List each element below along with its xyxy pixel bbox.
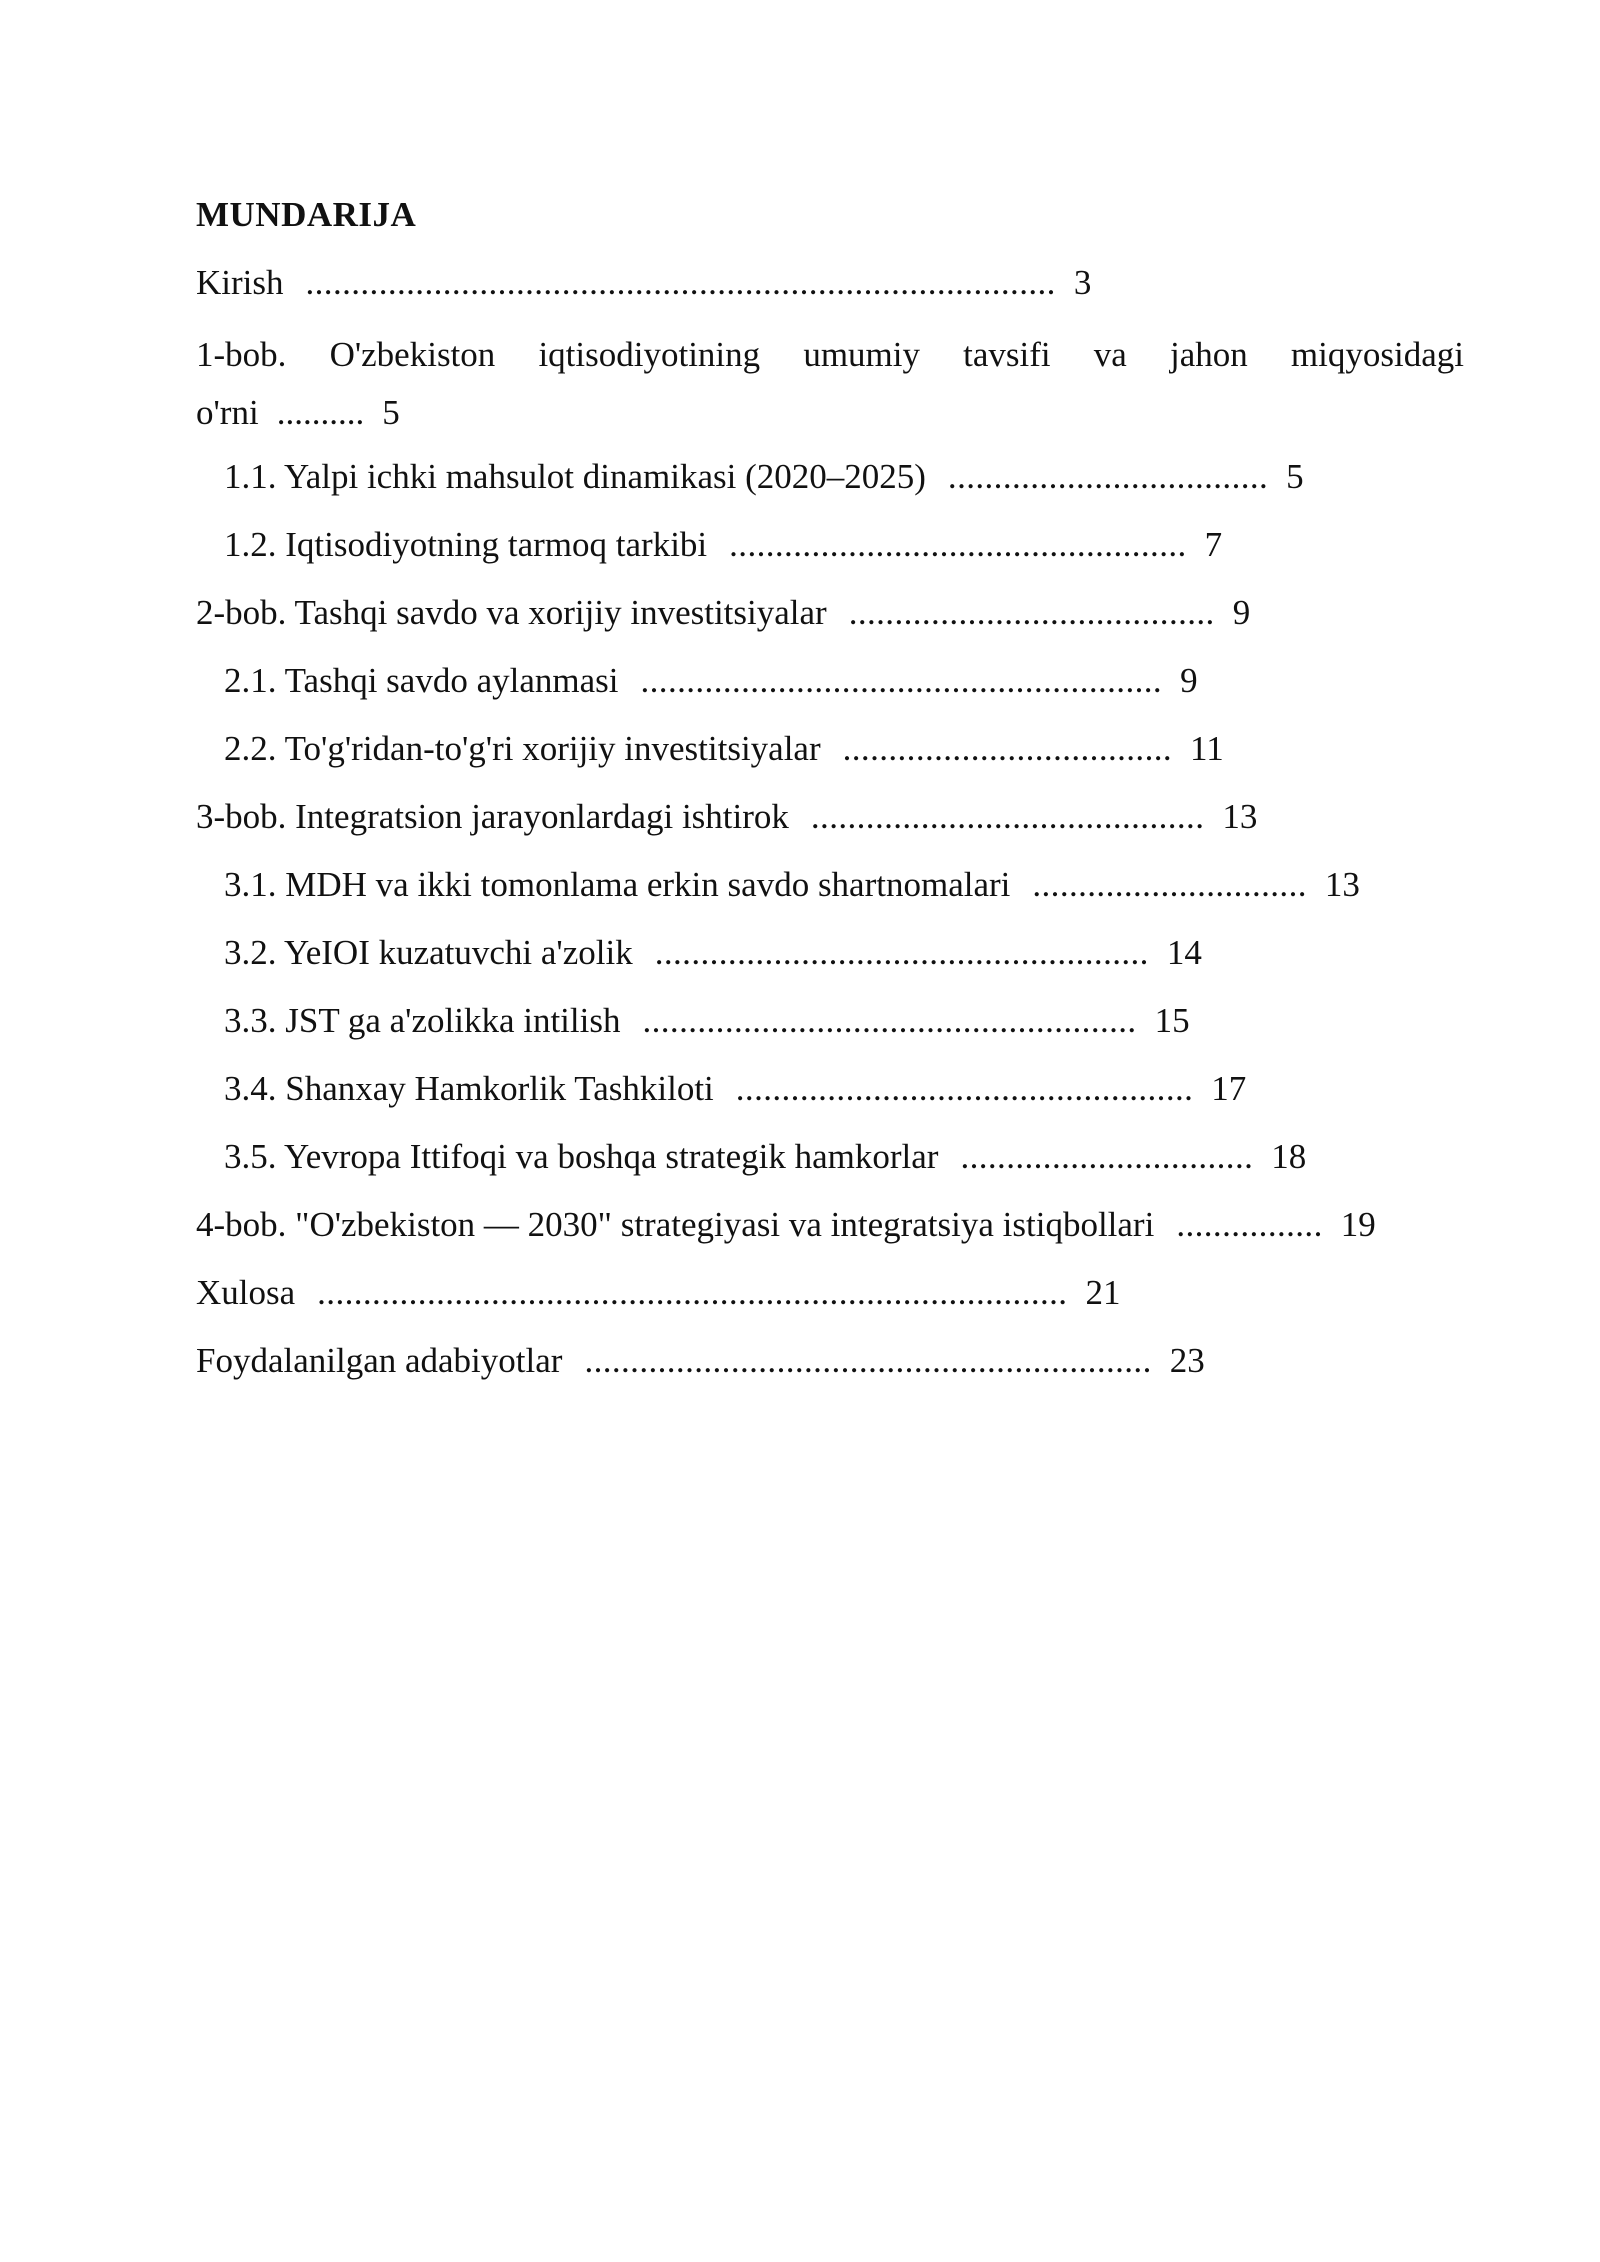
toc-entry-label: o'rni <box>196 393 259 432</box>
toc-page-number: 17 <box>1211 1069 1247 1108</box>
toc-entry-section-3-2[interactable] <box>196 928 1464 978</box>
toc-entry-label: 3.2. YeIOI kuzatuvchi a'zolik <box>224 933 633 972</box>
toc-leader-dots: ................................... <box>947 457 1269 496</box>
toc-leader-dots: ........................................... <box>810 797 1205 836</box>
toc-word: umumiy <box>803 335 920 374</box>
toc-leader-dots: .................................................................................. <box>305 263 1056 302</box>
toc-leader-dots: ...................................................... <box>642 1001 1137 1040</box>
toc-leader-dots: .................................... <box>842 729 1173 768</box>
toc-entry-xulosa[interactable] <box>196 1268 1464 1318</box>
toc-leader-dots: .................................................. <box>735 1069 1194 1108</box>
toc-page-number: 11 <box>1190 729 1224 768</box>
toc-leader-dots: ........................................ <box>848 593 1215 632</box>
toc-entry-label: Kirish <box>196 263 284 302</box>
toc-word: miqyosidagi <box>1290 335 1464 374</box>
toc-entry-label-line <box>196 326 1464 384</box>
toc-entry-section-3-5[interactable] <box>196 1132 1464 1182</box>
toc-leader-dots: ................................ <box>960 1137 1254 1176</box>
toc-entry-section-1-2[interactable] <box>196 520 1464 570</box>
toc-page-number: 5 <box>382 393 400 432</box>
toc-page-number: 18 <box>1271 1137 1307 1176</box>
toc-entry-chapter-3[interactable] <box>196 792 1464 842</box>
toc-page-number: 9 <box>1232 593 1251 632</box>
toc-entry-label: 2-bob. Tashqi savdo va xorijiy investitsiyalar <box>196 593 827 632</box>
toc-entry-label: 3.3. JST ga a'zolikka intilish <box>224 1001 621 1040</box>
toc-page-number: 13 <box>1324 865 1360 904</box>
toc-entry-label: 3.4. Shanxay Hamkorlik Tashkiloti <box>224 1069 714 1108</box>
toc-page-number: 3 <box>1073 263 1092 302</box>
toc-page-number: 14 <box>1166 933 1202 972</box>
toc-leader-dots: .................................................................................. <box>317 1273 1068 1312</box>
toc-title: MUNDARIJA <box>196 195 417 234</box>
toc-page-number: 23 <box>1169 1341 1205 1380</box>
toc-word: tavsifi <box>963 335 1051 374</box>
toc-entry-label: Xulosa <box>196 1273 296 1312</box>
toc-entry-section-2-2[interactable] <box>196 724 1464 774</box>
toc-entry-adabiyotlar[interactable] <box>196 1336 1464 1386</box>
toc-entry-label: 4-bob. "O'zbekiston — 2030" strategiyasi va integratsiya istiqbollari <box>196 1205 1155 1244</box>
toc-leader-dots: ...................................................... <box>654 933 1149 972</box>
toc-entry-section-3-1[interactable] <box>196 860 1464 910</box>
toc-entry-section-3-4[interactable] <box>196 1064 1464 1114</box>
toc-entry-section-2-1[interactable] <box>196 656 1464 706</box>
toc-entry-section-3-3[interactable] <box>196 996 1464 1046</box>
toc-page-number: 5 <box>1286 457 1304 496</box>
toc-page-number: 19 <box>1340 1205 1376 1244</box>
toc-entry-label: 2.2. To'g'ridan-to'g'ri xorijiy investitsiyalar <box>224 729 821 768</box>
toc-page-number: 13 <box>1222 797 1258 836</box>
toc-page-number: 9 <box>1180 661 1198 700</box>
table-of-contents <box>196 190 1464 1404</box>
toc-leader-dots: .............................. <box>1032 865 1307 904</box>
toc-page-number: 7 <box>1204 525 1223 564</box>
toc-leader-dots: .......... <box>276 393 365 432</box>
toc-entry-chapter-4[interactable] <box>196 1200 1464 1250</box>
toc-word: iqtisodiyotining <box>538 335 761 374</box>
toc-leader-dots: .................................................. <box>729 525 1187 564</box>
toc-page-number: 15 <box>1154 1001 1190 1040</box>
toc-word: va <box>1093 335 1127 374</box>
toc-page-number: 21 <box>1085 1273 1121 1312</box>
toc-word: 1-bob. <box>196 335 287 374</box>
toc-entry-label: 1.1. Yalpi ichki mahsulot dinamikasi (2020–2025) <box>224 457 926 496</box>
toc-entry-chapter-1[interactable] <box>196 326 1464 442</box>
toc-word: jahon <box>1170 335 1248 374</box>
toc-entry-label: 3.5. Yevropa Ittifoqi va boshqa strategik hamkorlar <box>224 1137 939 1176</box>
toc-leader-dots: .............................................................. <box>584 1341 1152 1380</box>
toc-entry-chapter-2[interactable] <box>196 588 1464 638</box>
toc-entry-label-continuation <box>196 384 1464 442</box>
toc-entry-kirish[interactable] <box>196 258 1464 308</box>
toc-entry-label: 3-bob. Integratsion jarayonlardagi ishtirok <box>196 797 789 836</box>
toc-entry-label: Foydalanilgan adabiyotlar <box>196 1341 563 1380</box>
toc-leader-dots: ......................................................... <box>640 661 1163 700</box>
toc-word: O'zbekiston <box>329 335 496 374</box>
toc-entry-label: 2.1. Tashqi savdo aylanmasi <box>224 661 619 700</box>
toc-entry-label: 1.2. Iqtisodiyotning tarmoq tarkibi <box>224 525 708 564</box>
toc-entry-label: 3.1. MDH va ikki tomonlama erkin savdo shartnomalari <box>224 865 1011 904</box>
toc-leader-dots: ................ <box>1176 1205 1323 1244</box>
toc-entry-section-1-1[interactable] <box>196 452 1464 502</box>
